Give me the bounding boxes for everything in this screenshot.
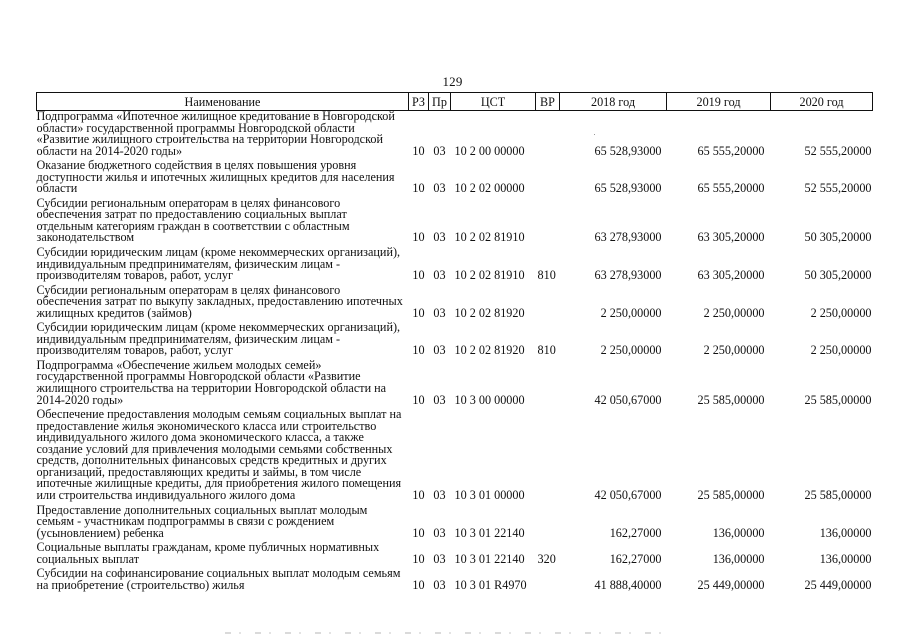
row-cst: 10 3 01 R4970 <box>454 577 527 592</box>
row-2019: 25 449,00000 <box>697 577 765 592</box>
row-vr <box>536 357 560 406</box>
row-2020: 2 250,00000 <box>810 343 872 358</box>
row-2020: 52 555,20000 <box>804 143 872 158</box>
row-2020: 52 555,20000 <box>804 181 872 196</box>
row-2018: 63 278,93000 <box>594 230 662 245</box>
row-2018: 42 050,67000 <box>594 487 662 502</box>
table-row <box>37 565 873 591</box>
row-rz: 10 <box>412 343 425 358</box>
row-name: Оказание бюджетного содействия в целях повышения уровня доступности жилья и ипотечных жилищных кредитов для населения области <box>36 158 395 196</box>
row-name: Социальные выплаты гражданам, кроме публичных нормативных социальных выплат <box>36 540 380 566</box>
scan-speck <box>594 134 595 135</box>
row-pr: 03 <box>433 487 446 502</box>
row-2020: 136,00000 <box>819 525 872 540</box>
row-rz: 10 <box>412 551 425 566</box>
row-2018: 65 528,93000 <box>594 181 662 196</box>
row-2018: 42 050,67000 <box>594 392 662 407</box>
header-name: Наименование <box>37 93 409 111</box>
table-row <box>37 357 873 406</box>
row-vr <box>536 157 560 195</box>
table-row <box>37 157 873 195</box>
row-vr <box>536 565 560 591</box>
table-row <box>37 319 873 357</box>
row-cst: 10 2 02 81920 <box>454 343 525 358</box>
row-name: Субсидии региональным операторам в целях финансового обеспечения затрат по выкупу закладных, предоставлению ипотечных жилищных кредитов (займов) <box>36 282 403 320</box>
table-row <box>37 539 873 565</box>
row-2020: 25 585,00000 <box>804 392 872 407</box>
row-2018: 2 250,00000 <box>600 343 662 358</box>
table-row <box>37 282 873 320</box>
row-2019: 65 555,20000 <box>697 143 765 158</box>
row-2020: 50 305,20000 <box>804 268 872 283</box>
scan-artifact <box>225 632 675 634</box>
header-2020: 2020 год <box>771 93 873 111</box>
row-2019: 25 585,00000 <box>697 487 765 502</box>
row-2018: 63 278,93000 <box>594 268 662 283</box>
row-2020: 25 449,00000 <box>804 577 872 592</box>
header-vr: ВР <box>536 93 560 111</box>
header-cst: ЦСТ <box>451 93 536 111</box>
header-pr: Пр <box>429 93 451 111</box>
row-pr: 03 <box>433 577 446 592</box>
row-rz: 10 <box>412 143 425 158</box>
row-pr: 03 <box>433 525 446 540</box>
row-cst: 10 3 01 00000 <box>454 487 525 502</box>
row-pr: 03 <box>433 268 446 283</box>
row-vr: 810 <box>537 343 556 358</box>
row-name: Подпрограмма «Обеспечение жильем молодых семей» государственной программы Новгородской области «Развитие жилищного строительства на территории Новгородской области на 2014-2020 годы» <box>36 357 387 407</box>
row-name: Предоставление дополнительных социальных выплат молодым семьям - участникам подпрограммы в связи с рождением (усыновлением) ребенка <box>36 502 368 540</box>
row-pr: 03 <box>433 143 446 158</box>
row-vr <box>536 111 560 158</box>
row-2019: 63 305,20000 <box>697 230 765 245</box>
row-pr: 03 <box>433 181 446 196</box>
row-vr: 810 <box>537 268 556 283</box>
row-rz: 10 <box>412 577 425 592</box>
row-2019: 136,00000 <box>712 525 765 540</box>
row-2018: 162,27000 <box>609 551 662 566</box>
row-name: Обеспечение предоставления молодым семьям социальных выплат на предоставление жилья экономического класса или строительство индивидуального жилого дома экономического класса, а также создание условий для привлечения молодыми семьями собственных средств, дополнительных финансовых средств кредитных и других организаций, предоставляющих кредиты и займы, в том числе ипотечные жилищные кредиты, для приобретения жилого помещения или строительства индивидуального жилого дома <box>36 407 402 502</box>
row-name: Субсидии на софинансирование социальных выплат молодым семьям на приобретение (строительство) жилья <box>36 566 401 592</box>
table-row <box>37 406 873 501</box>
header-rz: РЗ <box>409 93 429 111</box>
table-row <box>37 195 873 244</box>
row-cst: 10 3 01 22140 <box>454 525 525 540</box>
row-cst: 10 2 02 81910 <box>454 268 525 283</box>
row-2019: 2 250,00000 <box>703 305 765 320</box>
row-cst: 10 3 00 00000 <box>454 392 525 407</box>
row-rz: 10 <box>412 487 425 502</box>
row-pr: 03 <box>433 230 446 245</box>
row-2018: 162,27000 <box>609 525 662 540</box>
row-cst: 10 2 02 00000 <box>454 181 525 196</box>
row-2018: 41 888,40000 <box>594 577 662 592</box>
row-rz: 10 <box>412 305 425 320</box>
row-2020: 25 585,00000 <box>804 487 872 502</box>
row-2019: 136,00000 <box>712 551 765 566</box>
table-body <box>37 111 873 592</box>
row-vr <box>536 406 560 501</box>
row-2019: 25 585,00000 <box>697 392 765 407</box>
row-pr: 03 <box>433 392 446 407</box>
row-name: Подпрограмма «Ипотечное жилищное кредитование в Новгородской области» государственной программы Новгородской области «Развитие жилищного строительства на территории Новгородской области на 2014-2020 годы» <box>36 109 395 158</box>
row-2020: 2 250,00000 <box>810 305 872 320</box>
row-2019: 65 555,20000 <box>697 181 765 196</box>
row-rz: 10 <box>412 268 425 283</box>
row-2020: 136,00000 <box>819 551 872 566</box>
row-2018: 2 250,00000 <box>600 305 662 320</box>
row-2019: 63 305,20000 <box>697 268 765 283</box>
row-pr: 03 <box>433 343 446 358</box>
row-rz: 10 <box>412 230 425 245</box>
row-name: Субсидии юридическим лицам (кроме некоммерческих организаций), индивидуальным предпринимателям, физическим лицам - производителям товаров, работ, услуг <box>36 320 401 358</box>
row-vr <box>536 195 560 244</box>
row-vr <box>536 282 560 320</box>
table-row <box>37 111 873 158</box>
row-cst: 10 2 02 81920 <box>454 305 525 320</box>
row-rz: 10 <box>412 392 425 407</box>
table-row <box>37 244 873 282</box>
row-name: Субсидии региональным операторам в целях финансового обеспечения затрат по предоставлению социальных выплат отдельным категориям граждан в соответствии с областным законодательством <box>36 195 350 245</box>
table-row <box>37 502 873 540</box>
header-2018: 2018 год <box>560 93 667 111</box>
row-2018: 65 528,93000 <box>594 143 662 158</box>
row-pr: 03 <box>433 305 446 320</box>
row-vr <box>536 502 560 540</box>
row-vr: 320 <box>537 551 556 566</box>
row-2019: 2 250,00000 <box>703 343 765 358</box>
table-header-row <box>37 93 873 111</box>
row-cst: 10 2 00 00000 <box>454 143 525 158</box>
row-rz: 10 <box>412 525 425 540</box>
row-pr: 03 <box>433 551 446 566</box>
row-2020: 50 305,20000 <box>804 230 872 245</box>
row-cst: 10 2 02 81910 <box>454 230 525 245</box>
header-2019: 2019 год <box>667 93 771 111</box>
row-rz: 10 <box>412 181 425 196</box>
budget-table <box>36 92 873 591</box>
page-number: 129 <box>442 74 463 89</box>
row-cst: 10 3 01 22140 <box>454 551 525 566</box>
row-name: Субсидии юридическим лицам (кроме некоммерческих организаций), индивидуальным предпринимателям, физическим лицам - производителям товаров, работ, услуг <box>36 245 401 283</box>
